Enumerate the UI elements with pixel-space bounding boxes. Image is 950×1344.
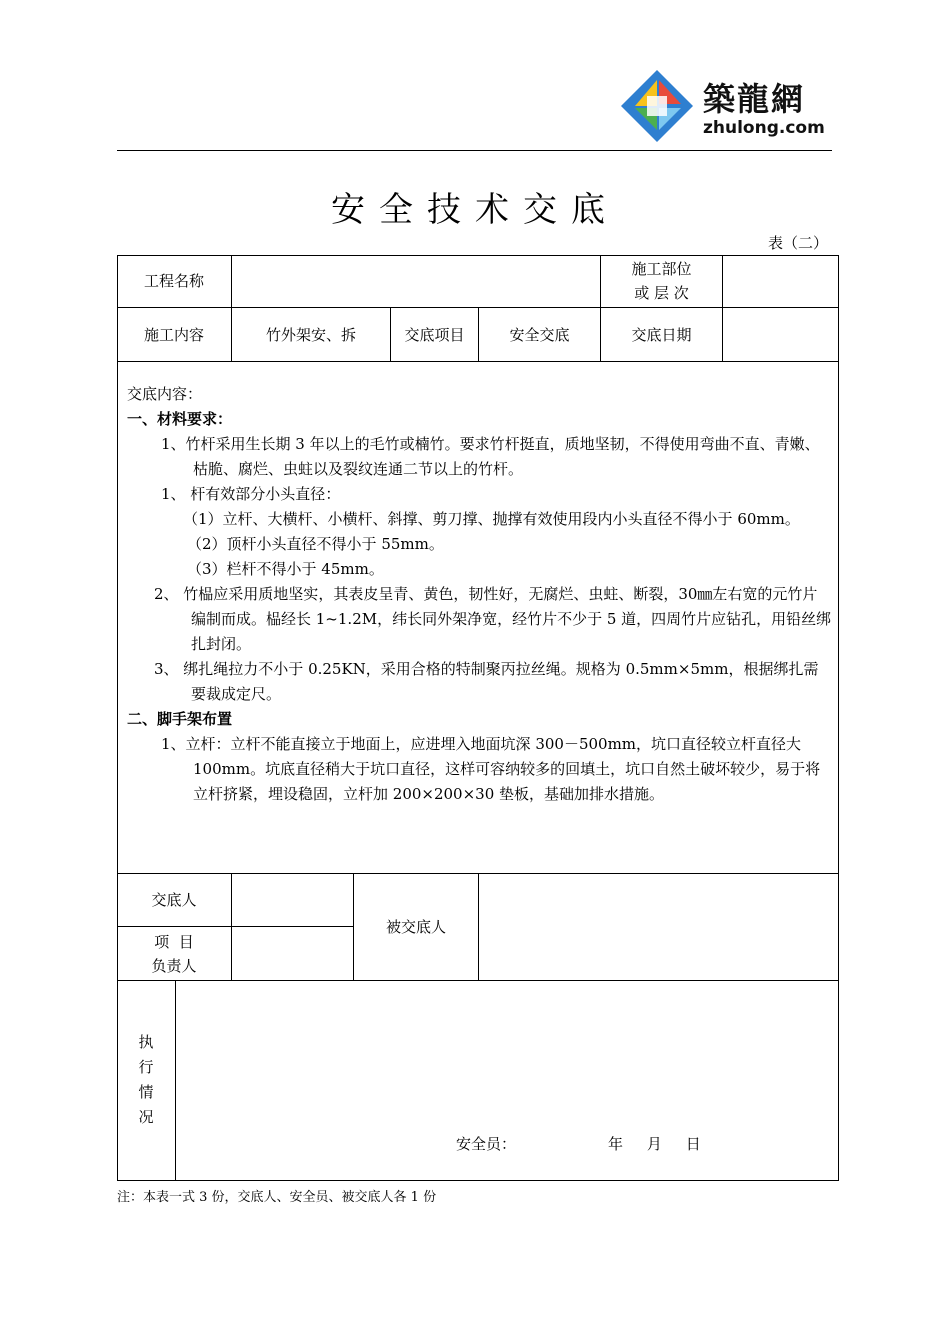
- project-manager-label-line1: 项 目: [154, 932, 194, 951]
- project-name-field[interactable]: [232, 255, 600, 307]
- materials-item-4: 3、 绑扎绳拉力不小于 0.25KN，采用合格的特制聚丙拉丝绳。规格为 0.5mm×5mm，根据绑扎需要裁成定尺。: [154, 660, 819, 703]
- logo-english-text: zhulong.com: [703, 118, 825, 138]
- logo-chinese-text: 築龍網: [703, 80, 806, 118]
- row-divider: [117, 980, 839, 981]
- materials-item-3: 2、 竹榀应采用质地坚实，其表皮呈青、黄色，韧性好，无腐烂、虫蛀、断裂，30㎜左右宽的元竹片编制而成。榀经长 1~1.2M，纬长同外架净宽，经竹片不少于 5 道，四周竹片应钻孔，用铅丝绑扎封闭。: [154, 585, 832, 653]
- location-label: [601, 255, 722, 307]
- page-title: 安全技术交底: [331, 190, 619, 230]
- execution-label: [117, 1030, 175, 1130]
- materials-sub-3: （3）栏杆不得小于 45mm。: [187, 560, 384, 578]
- execution-label-char: 行: [138, 1058, 154, 1076]
- logo-mark-icon: [617, 66, 697, 146]
- content-value: 竹外架安、拆: [265, 325, 356, 344]
- content-field[interactable]: [232, 308, 390, 361]
- execution-label-char: 情: [138, 1083, 154, 1101]
- footnote: 注：本表一式 3 份，交底人、安全员、被交底人各 1 份: [117, 1190, 437, 1205]
- project-manager-label-line2: 负责人: [151, 956, 197, 975]
- item-value: 安全交底: [509, 325, 570, 344]
- materials-item-2: 1、 杆有效部分小头直径：: [161, 485, 341, 503]
- content-label-text: 施工内容: [143, 325, 204, 344]
- date-field[interactable]: [723, 308, 839, 361]
- materials-sub-1: （1）立杆、大横杆、小横杆、斜撑、剪刀撑、抛撑有效使用段内小头直径不得小于 60mm。: [183, 510, 800, 528]
- content-intro: 交底内容：: [127, 385, 203, 403]
- date-label: [601, 308, 722, 361]
- project-manager-label: [117, 927, 231, 980]
- item-label-text: 交底项目: [404, 325, 465, 344]
- zhulong-logo: [617, 66, 832, 146]
- project-name-label-text: 工程名称: [143, 272, 204, 290]
- scaffold-item-1: 1、立杆：立杆不能直接立于地面上，应进埋入地面坑深 300－500mm，坑口直径较立杆直径大 100mm。坑底直径稍大于坑口直径，这样可容纳较多的回填土，坑口自然土破坏较少，易于将立杆挤紧，埋设稳固，立杆加 200×200×30 垫板，基础加排水措施。: [161, 735, 821, 803]
- item-label: [391, 308, 478, 361]
- materials-item-1: 1、竹杆采用生长期 3 年以上的毛竹或楠竹。要求竹杆挺直，质地坚韧，不得使用弯曲不直、青嫩、枯脆、腐烂、虫蛀以及裂纹连通二节以上的竹杆。: [161, 435, 820, 478]
- execution-date-fields: 年 月 日: [608, 1135, 701, 1153]
- project-name-label: [117, 255, 231, 307]
- execution-label-char: 况: [138, 1108, 154, 1126]
- location-field[interactable]: [723, 255, 839, 307]
- section-title-materials: 一、材料要求：: [127, 410, 233, 428]
- row-divider: [117, 361, 839, 362]
- recipient-signature-field[interactable]: [479, 874, 839, 980]
- content-label: [117, 308, 231, 361]
- discloser-label: [117, 874, 231, 926]
- recipient-label-text: 被交底人: [385, 918, 446, 936]
- discloser-label-text: 交底人: [151, 891, 197, 909]
- discloser-signature-field[interactable]: [232, 874, 353, 926]
- form-number: 表（二）: [767, 234, 828, 252]
- materials-sub-2: （2）顶杆小头直径不得小于 55mm。: [187, 535, 444, 553]
- date-label-text: 交底日期: [631, 325, 692, 344]
- recipient-label: [354, 874, 478, 980]
- location-label-line1: 施工部位: [631, 260, 692, 278]
- execution-signoff: [456, 1133, 701, 1154]
- header-divider: [117, 150, 832, 151]
- col-divider: [175, 980, 176, 1181]
- disclosure-content: [127, 382, 832, 807]
- execution-label-char: 执: [138, 1033, 154, 1051]
- safety-officer-label: 安全员：: [456, 1135, 517, 1153]
- project-manager-signature-field[interactable]: [232, 927, 353, 980]
- item-field[interactable]: [479, 308, 600, 361]
- section-title-scaffold: 二、脚手架布置: [127, 710, 233, 728]
- location-label-line2: 或 层 次: [634, 284, 689, 302]
